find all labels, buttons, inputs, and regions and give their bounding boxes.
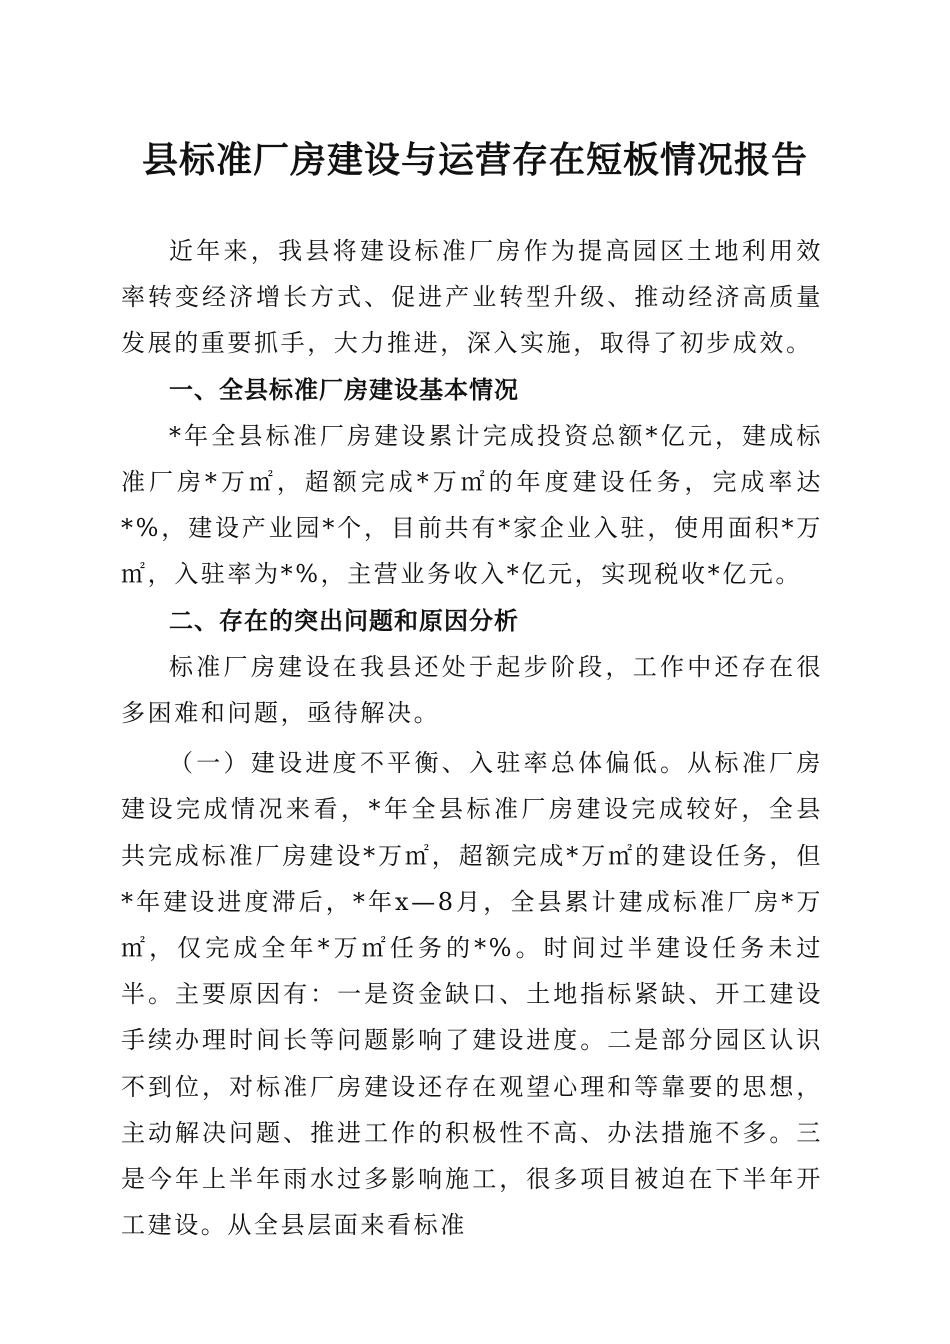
section-1-heading: 一、全县标准厂房建设基本情况 (169, 375, 519, 404)
section-1-paragraph: *年全县标准厂房建设累计完成投资总额*亿元，建成标准厂房*万㎡，超额完成*万㎡的年度建设任务，完成率达*%，建设产业园*个，目前共有*家企业入驻，使用面积*万㎡，入驻率为*%，主营业务收入*亿元，实现税收*亿元。 (121, 421, 823, 589)
section-2-item-1-paragraph: （一）建设进度不平衡、入驻率总体偏低。从标准厂房建设完成情况来看，*年全县标准厂房建设完成较好，全县共完成标准厂房建设*万㎡，超额完成*万㎡的建设任务，但*年建设进度滞后，*年x—8月，全县累计建成标准厂房*万㎡，仅完成全年*万㎡任务的*%。时间过半建设任务未过半。主要原因有：一是资金缺口、土地指标紧缺、开工建设手续办理时间长等问题影响了建设进度。二是部分园区认识不到位，对标准厂房建设还存在观望心理和等靠要的思想，主动解决问题、推进工作的积极性不高、办法措施不多。三是今年上半年雨水过多影响施工，很多项目被迫在下半年开工建设。从全县层面来看标准 (121, 749, 823, 1240)
document-body (121, 228, 823, 1248)
intro-paragraph: 近年来，我县将建设标准厂房作为提高园区土地利用效率转变经济增长方式、促进产业转型升级、推动经济高质量发展的重要抓手，大力推进，深入实施，取得了初步成效。 (121, 237, 823, 358)
section-2-heading: 二、存在的突出问题和原因分析 (169, 606, 519, 635)
section-2-intro-paragraph: 标准厂房建设在我县还处于起步阶段，工作中还存在很多困难和问题，亟待解决。 (121, 652, 823, 728)
document-title: 县标准厂房建设与运营存在短板情况报告 (141, 139, 808, 181)
